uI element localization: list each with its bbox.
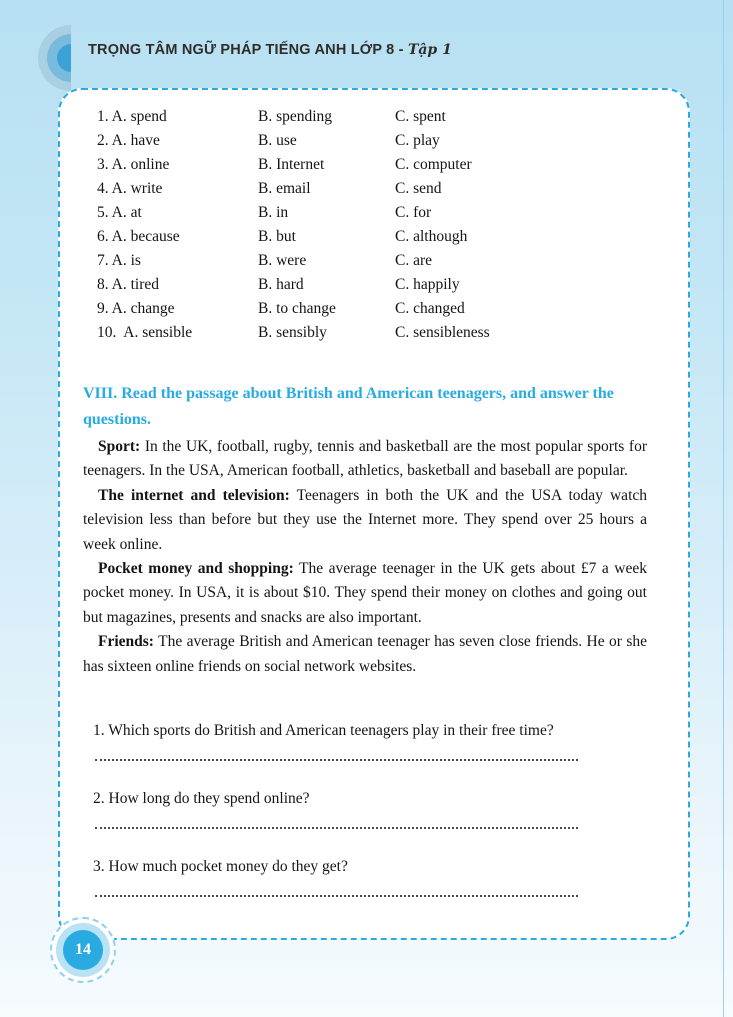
passage-paragraph bbox=[83, 630, 647, 679]
choice-option-a: 9. A. change bbox=[97, 300, 175, 317]
choice-option-c: C. spent bbox=[395, 108, 446, 125]
passage bbox=[60, 435, 688, 679]
page-number-ring bbox=[56, 923, 110, 977]
choice-row bbox=[60, 105, 688, 129]
paragraph-lead: The internet and television: bbox=[98, 486, 290, 504]
question-text: 2. How long do they spend online? bbox=[93, 790, 310, 808]
header-volume: Tập 1 bbox=[407, 42, 452, 58]
choice-option-b: B. were bbox=[258, 252, 307, 269]
paragraph-text: The average British and American teenager has seven close friends. He or she has sixteen online friends on social network websites. bbox=[83, 633, 647, 675]
question-text: 1. Which sports do British and American teenagers play in their free time? bbox=[93, 722, 554, 740]
choice-row bbox=[60, 273, 688, 297]
page-number-badge bbox=[50, 917, 116, 983]
choice-row bbox=[60, 201, 688, 225]
choice-option-b: B. sensibly bbox=[258, 324, 327, 341]
passage-paragraph bbox=[83, 484, 647, 557]
page-edge-line bbox=[723, 0, 724, 1017]
choice-option-c: C. computer bbox=[395, 156, 472, 173]
questions bbox=[60, 719, 688, 897]
section-heading: VIII. Read the passage about British and American teenagers, and answer the questions. bbox=[83, 385, 614, 428]
question-text: 3. How much pocket money do they get? bbox=[93, 858, 348, 876]
choice-option-c: C. happily bbox=[395, 276, 460, 293]
choice-option-b: B. hard bbox=[258, 276, 304, 293]
paragraph-text: In the UK, football, rugby, tennis and basketball are the most popular sports for teenagers. In the USA, American football, athletics, basketball and baseball are popular. bbox=[83, 438, 647, 480]
choice-option-c: C. sensibleness bbox=[395, 324, 490, 341]
choice-option-a: 7. A. is bbox=[97, 252, 141, 269]
choice-option-a: 8. A. tired bbox=[97, 276, 159, 293]
decorative-circles-icon bbox=[37, 24, 71, 92]
content-box bbox=[58, 88, 690, 940]
choice-option-b: B. Internet bbox=[258, 156, 325, 173]
paragraph-text: The average teenager in the UK gets about £7 a week pocket money. In USA, it is about $10. They spend their money on clothes and going out but magazines, presents and snacks are also important. bbox=[83, 560, 647, 626]
answer-line bbox=[95, 827, 578, 829]
choice-row bbox=[60, 297, 688, 321]
choice-option-c: C. although bbox=[395, 228, 468, 245]
paragraph-text: Teenagers in both the UK and the USA today watch television less than before but they use the Internet more. They spend over 25 hours a week online. bbox=[83, 486, 648, 553]
choice-option-b: B. to change bbox=[258, 300, 336, 317]
choice-option-c: C. are bbox=[395, 252, 433, 269]
paragraph-lead: Friends: bbox=[98, 633, 154, 651]
choice-row bbox=[60, 225, 688, 249]
choice-option-c: C. send bbox=[395, 180, 442, 197]
choice-row bbox=[60, 249, 688, 273]
paragraph-lead: Pocket money and shopping: bbox=[98, 560, 294, 578]
choice-option-a: 4. A. write bbox=[97, 180, 163, 197]
choice-option-c: C. changed bbox=[395, 300, 465, 317]
passage-paragraph bbox=[83, 557, 647, 630]
choice-option-a: 2. A. have bbox=[97, 132, 160, 149]
choice-option-b: B. email bbox=[258, 180, 311, 197]
choice-option-a: 6. A. because bbox=[97, 228, 180, 245]
choice-option-b: B. in bbox=[258, 204, 289, 221]
header-title: TRỌNG TÂM NGỮ PHÁP TIẾNG ANH LỚP 8 - bbox=[88, 42, 408, 58]
choice-option-a: 5. A. at bbox=[97, 204, 142, 221]
choice-option-b: B. but bbox=[258, 228, 296, 245]
choice-row bbox=[60, 177, 688, 201]
choice-option-b: B. use bbox=[258, 132, 297, 149]
page-header bbox=[88, 41, 452, 59]
answer-line bbox=[95, 895, 578, 897]
choice-option-a: 10. A. sensible bbox=[97, 324, 193, 341]
answer-line bbox=[95, 759, 578, 761]
choice-option-c: C. for bbox=[395, 204, 432, 221]
choice-row bbox=[60, 129, 688, 153]
choice-option-a: 1. A. spend bbox=[97, 108, 167, 125]
page-number: 14 bbox=[63, 930, 103, 970]
multiple-choice-list bbox=[60, 105, 688, 345]
passage-paragraph bbox=[83, 435, 647, 484]
paragraph-lead: Sport: bbox=[98, 438, 141, 455]
choice-option-a: 3. A. online bbox=[97, 156, 170, 173]
choice-row bbox=[60, 153, 688, 177]
choice-row bbox=[60, 321, 688, 345]
choice-option-c: C. play bbox=[395, 132, 440, 149]
choice-option-b: B. spending bbox=[258, 108, 333, 125]
